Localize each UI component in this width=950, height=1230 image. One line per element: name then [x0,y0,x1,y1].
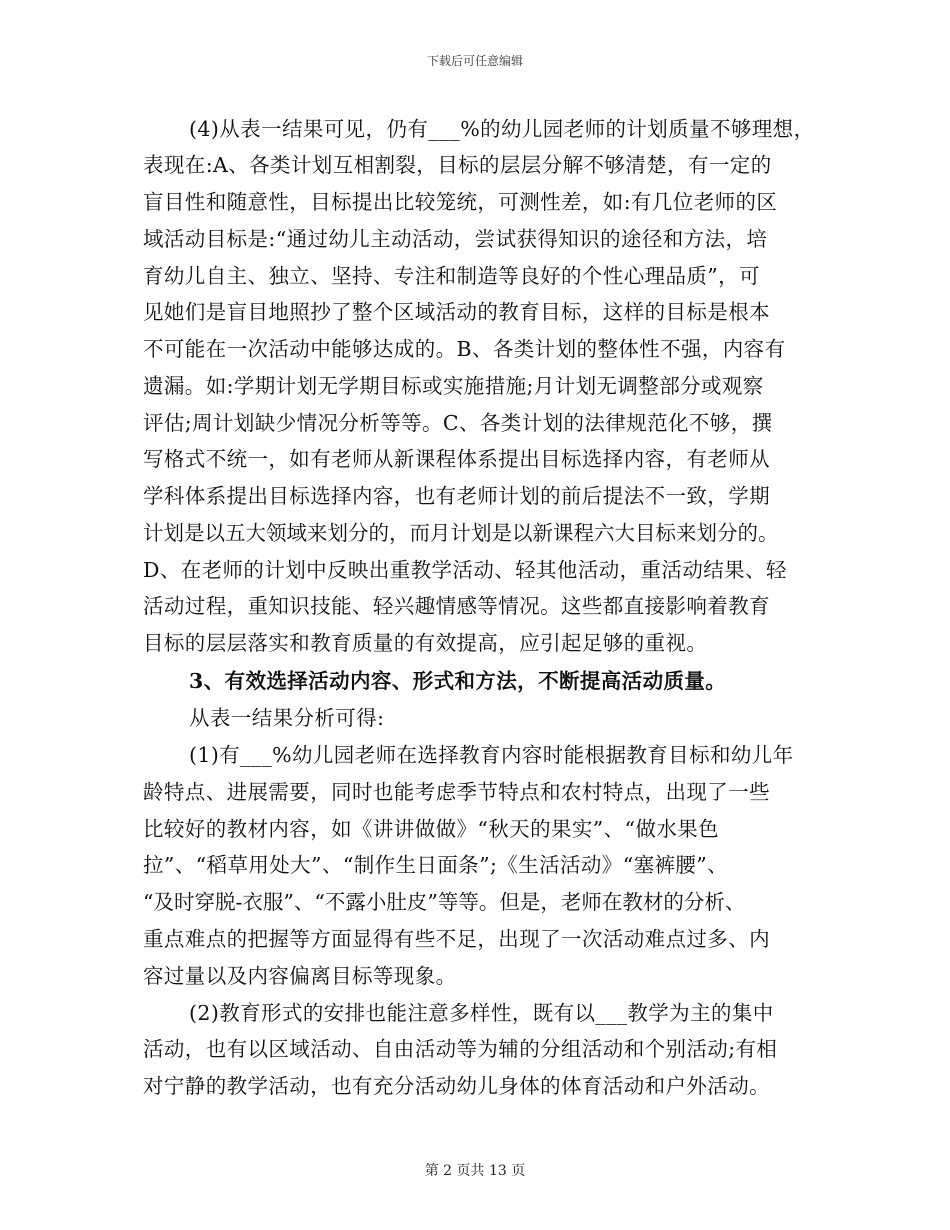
body-line: 重点难点的把握等方面显得有些不足，出现了一次活动难点过多、内 [143,927,770,951]
body-line: 活动，也有以区域活动、自由活动等为辅的分组活动和个别活动;有相 [143,1037,778,1061]
body-line: 写格式不统一，如有老师从新课程体系提出目标选择内容，有老师从 [143,447,770,471]
body-line: 学科体系提出目标选择内容，也有老师计划的前后提法不一致，学期 [143,484,770,508]
body-line: 不可能在一次活动中能够达成的。B、各类计划的整体性不强，内容有 [143,337,786,361]
body-line: 评估;周计划缺少情况分析等等。C、各类计划的法律规范化不够，撰 [143,411,773,435]
body-line: 育幼儿自主、独立、坚持、专注和制造等良好的个性心理品质”，可 [143,264,760,288]
body-line: (1)有___%幼儿园老师在选择教育内容时能根据教育目标和幼儿年 [189,743,794,767]
body-line: 表现在:A、各类计划互相割裂，目标的层层分解不够清楚，有一定的 [143,153,772,177]
body-line: D、在老师的计划中反映出重教学活动、轻其他活动，重活动结果、轻 [143,558,787,582]
body-line: 见她们是盲目地照抄了整个区域活动的教育目标，这样的目标是根本 [143,300,770,324]
body-line: 对宁静的教学活动，也有充分活动幼儿身体的体育活动和户外活动。 [143,1074,770,1098]
page-header: 下载后可任意编辑 [426,54,523,68]
body-line: 盲目性和随意性，目标提出比较笼统，可测性差，如:有几位老师的区 [143,190,778,214]
body-line: (4)从表一结果可见，仍有___%的幼儿园老师的计划质量不够理想， [189,117,815,141]
body-line: 龄特点、进展需要，同时也能考虑季节特点和农村特点，出现了一些 [143,780,770,804]
body-line: 遗漏。如:学期计划无学期目标或实施措施;月计划无调整部分或观察 [143,374,764,398]
page-footer: 第 2 页共 13 页 [424,1163,526,1179]
body-line: 比较好的教材内容，如《讲讲做做》“秋天的果实”、“做水果色 [143,817,720,841]
body-line: (2)教育形式的安排也能注意多样性，既有以___教学为主的集中 [189,1001,774,1025]
body-line: 域活动目标是:“通过幼儿主动活动，尝试获得知识的途径和方法，培 [143,227,768,251]
body-line: 目标的层层落实和教育质量的有效提高，应引起足够的重视。 [143,631,708,655]
body-line: 拉”、“稻草用处大”、“制作生日面条”;《生活活动》“塞裤腰”、 [143,853,729,877]
body-line: 计划是以五大领域来划分的，而月计划是以新课程六大目标来划分的。 [143,521,779,545]
section-heading: 3、有效选择活动内容、形式和方法，不断提高活动质量。 [189,669,727,693]
body-line: 活动过程，重知识技能、轻兴趣情感等情况。这些都直接影响着教育 [143,594,770,618]
body-line: 从表一结果分析可得: [189,706,385,730]
body-line: 容过量以及内容偏离目标等现象。 [143,964,457,988]
body-line: “及时穿脱-衣服”、“不露小肚皮”等等。但是，老师在教材的分析、 [143,890,746,914]
